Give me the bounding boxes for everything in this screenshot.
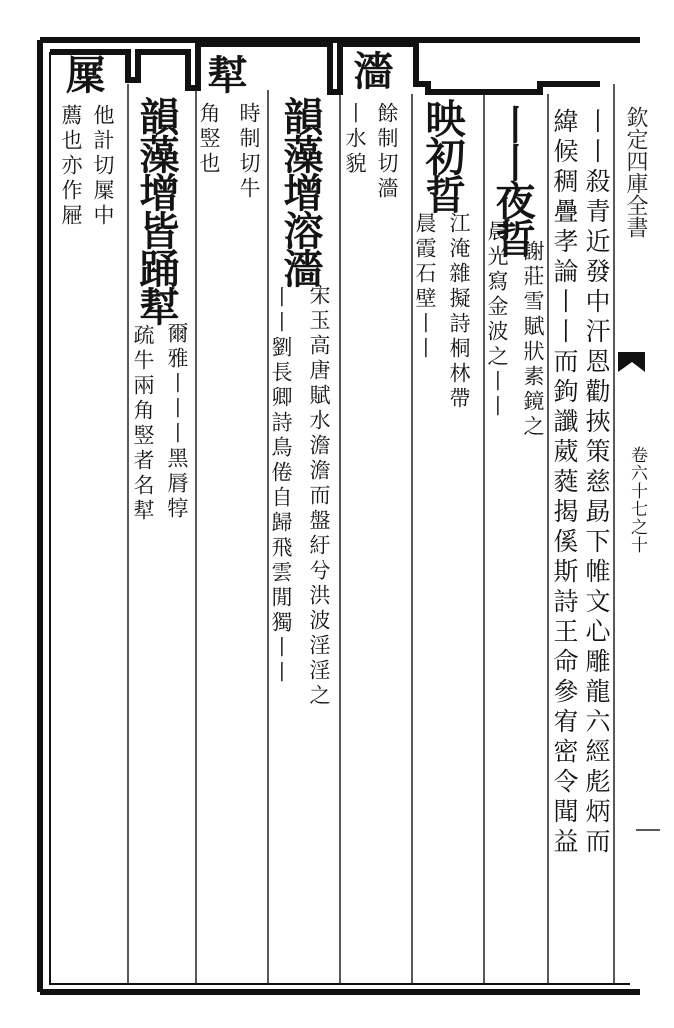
column-4-text: 江淹雜擬詩桐林帶	[447, 212, 471, 412]
column-9b-text: 薦也亦作屜	[59, 104, 83, 229]
entry-heading-shi: 犎	[201, 54, 248, 92]
column-8-text: 爾雅丨丨丨黑脣犉	[165, 322, 189, 522]
margin-book-title: 欽定四庫全書	[623, 106, 648, 238]
entry-heading-yingchuzhe: 映初晢	[419, 98, 466, 212]
margin-volume-label: 卷六十七之十	[627, 446, 647, 554]
column-5b-text: 丨水貌	[343, 102, 367, 177]
entry-heading-ji: 濇	[347, 50, 394, 88]
column-9-text: 他計切屟中	[91, 104, 115, 229]
entry-heading-ti: 屟	[59, 54, 106, 92]
column-7b-text: 角竪也	[197, 102, 221, 177]
entry-heading-yunzao-jieyongshi: 韻藻增皆踊犎	[133, 96, 180, 324]
column-6-text: 宋玉高唐賦水澹澹而盤紆兮洪波淫淫之	[307, 284, 331, 709]
column-3-text: 謝莊雪賦狀素鏡之	[521, 240, 545, 440]
column-7-text: 時制切牛	[237, 102, 261, 202]
entry-heading-yezhe: 丨丨夜晢	[489, 104, 536, 256]
column-5-text: 餘制切濇	[375, 102, 399, 202]
column-1-text: 丨丨殺青近發中汗恩勸挾策慈勗下帷文心雕龍六經彪炳而	[582, 108, 611, 858]
column-8b-text: 疏牛兩角竪者名犎	[131, 324, 155, 524]
column-6b-text: 丨丨劉長卿詩鳥倦自歸飛雲閒獨丨丨	[269, 286, 293, 686]
column-4b-text: 晨霞石壁丨丨	[413, 212, 437, 362]
entry-heading-yunzao-rongji: 韻藻增溶濇	[277, 96, 324, 286]
fishtail-ornament	[618, 352, 645, 372]
column-2-text: 緯候稠疊孝論丨丨而鉤讖葳蕤揭傒斯詩王命參宥密令聞益	[550, 108, 579, 858]
column-3b-text: 晨光寫金波之丨丨	[485, 220, 509, 420]
